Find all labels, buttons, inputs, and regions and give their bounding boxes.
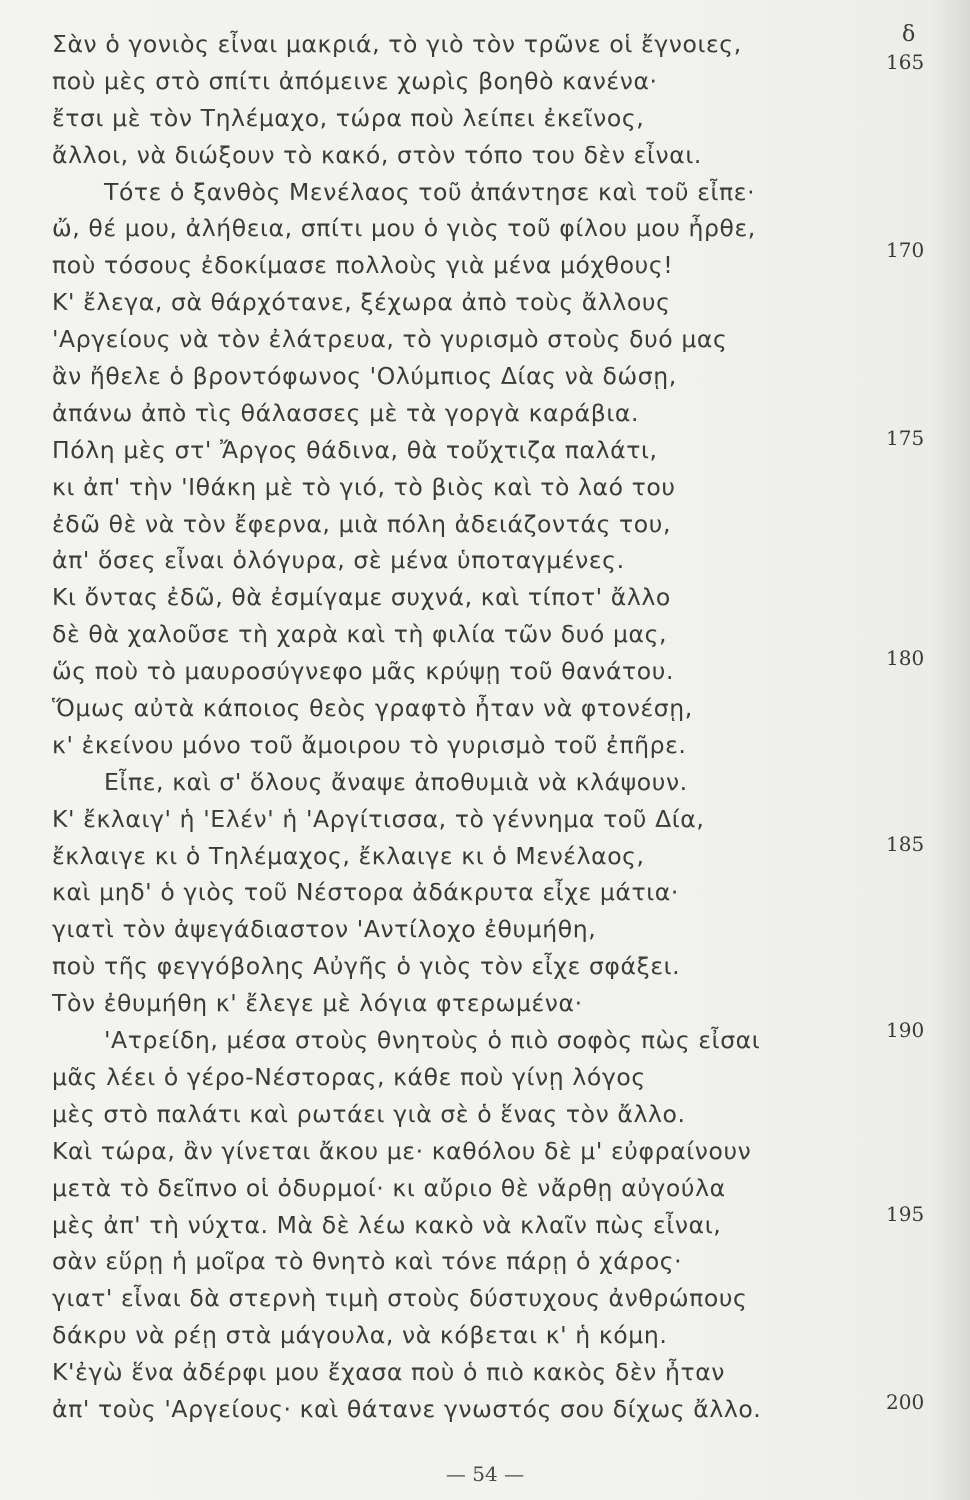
verse-line: Κ' ἔλεγα, σὰ θάρχότανε, ξέχωρα ἀπὸ τοὺς ἄλλους (52, 288, 671, 317)
book-letter: δ (902, 22, 916, 47)
verse-line: ποὺ μὲς στὸ σπίτι ἀπόμεινε χωρὶς βοηθὸ κανένα· (52, 66, 658, 95)
line-number: 200 (886, 1390, 925, 1414)
verse-line: κι ἀπ' τὴν 'Ιθάκη μὲ τὸ γιό, τὸ βιὸς καὶ τὸ λαό του (52, 472, 676, 501)
verse-line: ὤ, θέ μου, ἀλήθεια, σπίτι μου ὁ γιὸς τοῦ φίλου μου ἦρθε, (52, 214, 756, 243)
line-number: 195 (886, 1202, 925, 1226)
line-number: 175 (886, 426, 925, 450)
verse-line: ἐδῶ θὲ νὰ τὸν ἔφερνα, μιὰ πόλη ἀδειάζοντάς του, (52, 509, 672, 538)
verse-line: ὥς ποὺ τὸ μαυροσύγνεφο μᾶς κρύψῃ τοῦ θανάτου. (52, 657, 675, 686)
verse-line: ἀπ' τοὺς 'Αργείους· καὶ θάτανε γνωστός σου δίχως ἄλλο. (52, 1394, 762, 1423)
verse-line: κ' ἐκείνου μόνο τοῦ ἄμοιρου τὸ γυρισμὸ τοῦ ἐπῆρε. (52, 730, 687, 759)
line-number: 165 (886, 50, 925, 74)
verse-line: σὰν εὕρῃ ἡ μοῖρα τὸ θνητὸ καὶ τόνε πάρῃ ὁ χάρος· (52, 1247, 683, 1276)
verse-line: ἔκλαιγε κι ὁ Τηλέμαχος, ἔκλαιγε κι ὁ Μενέλαος, (52, 841, 645, 870)
verse-line: Κ'ἐγὼ ἕνα ἀδέρφι μου ἔχασα ποὺ ὁ πιὸ κακὸς δὲν ἦταν (52, 1358, 726, 1387)
poem-text (52, 26, 892, 1428)
line-number: 180 (886, 646, 925, 670)
line-number: 190 (886, 1018, 925, 1042)
verse-line: ἀπάνω ἀπὸ τὶς θάλασσες μὲ τὰ γοργὰ καράβια. (52, 398, 640, 427)
verse-line: 'Ατρείδη, μέσα στοὺς θνητοὺς ὁ πιὸ σοφὸς πὼς εἶσαι (104, 1026, 761, 1055)
verse-line: μετὰ τὸ δεῖπνο οἱ ὀδυρμοί· κι αὔριο θὲ νἄρθῃ αὐγούλα (52, 1173, 726, 1202)
verse-line: Καὶ τώρα, ἂν γίνεται ἄκου με· καθόλου δὲ μ' εὐφραίνουν (52, 1136, 752, 1165)
verse-line: Ὅμως αὐτὰ κάποιος θεὸς γραφτὸ ἦταν νὰ φτονέσῃ, (52, 694, 693, 723)
line-number: 170 (886, 238, 925, 262)
verse-line: γιατ' εἶναι δὰ στερνὴ τιμὴ στοὺς δύστυχους ἀνθρώπους (52, 1284, 748, 1313)
verse-line: Σὰν ὁ γονιὸς εἶναι μακριά, τὸ γιὸ τὸν τρῶνε οἱ ἔγνοιες, (52, 30, 742, 58)
verse-line: Εἶπε, καὶ σ' ὅλους ἄναψε ἀποθυμιὰ νὰ κλάψουν. (104, 767, 688, 796)
verse-line: Πόλη μὲς στ' Ἄργος θάδινα, θὰ τοὔχτιζα παλάτι, (52, 435, 658, 464)
verse-line: ἂν ἤθελε ὁ βροντόφωνος 'Ολύμπιος Δίας νὰ δώσῃ, (52, 362, 677, 391)
verse-line: δὲ θὰ χαλοῦσε τὴ χαρὰ καὶ τὴ φιλία τῶν δυό μας, (52, 620, 668, 649)
verse-line: ἔτσι μὲ τὸν Τηλέμαχο, τώρα ποὺ λείπει ἐκεῖνος, (52, 103, 645, 132)
verse-line: ἀπ' ὅσες εἶναι ὁλόγυρα, σὲ μένα ὑποταγμένες. (52, 546, 625, 575)
verse-line: μὲς στὸ παλάτι καὶ ρωτάει γιὰ σὲ ὁ ἕνας τὸν ἄλλο. (52, 1099, 686, 1128)
verse-line: γιατὶ τὸν ἀψεγάδιαστον 'Αντίλοχο ἐθυμήθη, (52, 915, 597, 944)
verse-line: δάκρυ νὰ ρέῃ στὰ μάγουλα, νὰ κόβεται κ' ἡ κόμη. (52, 1321, 668, 1350)
verse-line: ποὺ τῆς φεγγόβολης Αὐγῆς ὁ γιὸς τὸν εἶχε σφάξει. (52, 952, 681, 981)
verse-line: καὶ μηδ' ὁ γιὸς τοῦ Νέστορα ἀδάκρυτα εἶχε μάτια· (52, 878, 679, 907)
verse-line: 'Αργείους νὰ τὸν ἐλάτρευα, τὸ γυρισμὸ στοὺς δυό μας (52, 325, 728, 354)
verse-line: Τότε ὁ ξανθὸς Μενέλαος τοῦ ἀπάντησε καὶ τοῦ εἶπε· (104, 177, 756, 206)
verse-line: Κι ὄντας ἐδῶ, θὰ ἐσμίγαμε συχνά, καὶ τίποτ' ἄλλο (52, 583, 671, 612)
line-number: 185 (886, 832, 925, 856)
verse-line: ἄλλοι, νὰ διώξουν τὸ κακό, στὸν τόπο του δὲν εἶναι. (52, 140, 702, 169)
verse-line: Τὸν ἐθυμήθη κ' ἔλεγε μὲ λόγια φτερωμένα· (52, 989, 583, 1018)
verse-line: μὲς ἀπ' τὴ νύχτα. Μὰ δὲ λέω κακὸ νὰ κλαῖν πὼς εἶναι, (52, 1210, 722, 1239)
page-number: — 54 — (445, 1462, 525, 1486)
verse-line: Κ' ἔκλαιγ' ἡ 'Ελέν' ἡ 'Αργίτισσα, τὸ γέννημα τοῦ Δία, (52, 804, 705, 833)
verse-line: ποὺ τόσους ἐδοκίμασε πολλοὺς γιὰ μένα μόχθους! (52, 251, 674, 280)
verse-line: μᾶς λέει ὁ γέρο-Νέστορας, κάθε ποὺ γίνῃ λόγος (52, 1062, 646, 1091)
